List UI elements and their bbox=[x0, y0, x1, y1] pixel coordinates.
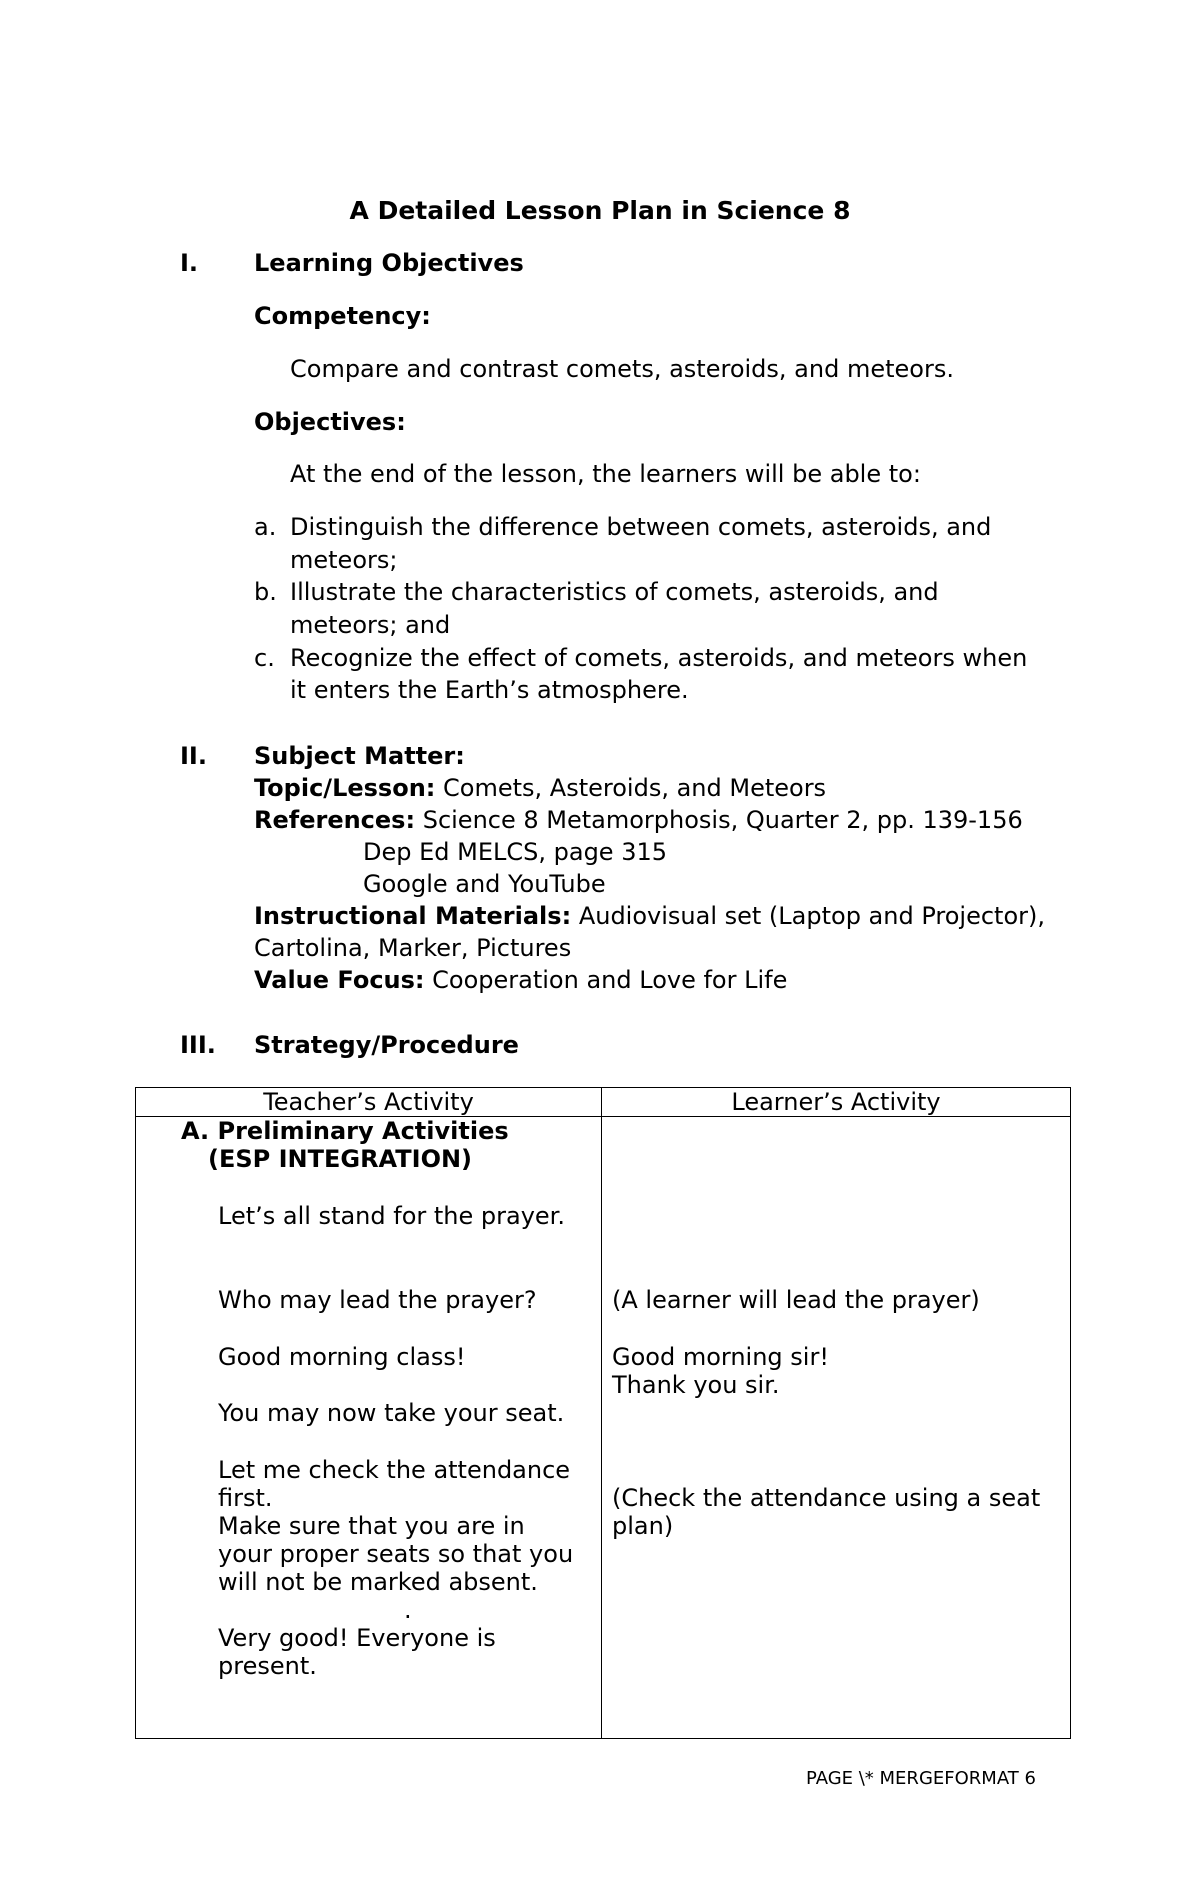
preliminary-heading: A. Preliminary Activities bbox=[181, 1117, 509, 1145]
teacher-line: your proper seats so that you bbox=[218, 1540, 574, 1568]
objective-b-marker: b. bbox=[254, 578, 277, 606]
materials-value-continued: Cartolina, Marker, Pictures bbox=[254, 934, 572, 962]
materials-value: Audiovisual set (Laptop and Projector), bbox=[578, 902, 1045, 930]
objectives-intro: At the end of the lesson, the learners will be able to: bbox=[290, 460, 921, 488]
reference-extra-2: Google and YouTube bbox=[363, 870, 606, 898]
objective-a-marker: a. bbox=[254, 513, 277, 541]
objective-c-line-2: it enters the Earth’s atmosphere. bbox=[290, 676, 689, 704]
references-value: Science 8 Metamorphosis, Quarter 2, pp. 139-156 bbox=[422, 806, 1023, 834]
value-focus-label: Value Focus: bbox=[254, 966, 425, 994]
learner-line: (Check the attendance using a seat bbox=[612, 1484, 1041, 1512]
table-row bbox=[136, 1117, 1071, 1739]
objectives-label: Objectives: bbox=[254, 408, 406, 436]
reference-extra-1: Dep Ed MELCS, page 315 bbox=[363, 838, 668, 866]
teacher-line: first. bbox=[218, 1484, 273, 1512]
procedure-table bbox=[135, 1087, 1071, 1739]
objective-b-line-1: Illustrate the characteristics of comets, asteroids, and bbox=[290, 578, 939, 606]
page-footer: PAGE \* MERGEFORMAT 6 bbox=[806, 1768, 1036, 1789]
objective-a-line-1: Distinguish the difference between comets, asteroids, and bbox=[290, 513, 992, 541]
objective-a-line-2: meteors; bbox=[290, 546, 398, 574]
teacher-line: will not be marked absent. bbox=[218, 1568, 538, 1596]
teacher-line: Who may lead the prayer? bbox=[218, 1286, 537, 1314]
teacher-line: Good morning class! bbox=[218, 1343, 466, 1371]
section-2-heading: Subject Matter: bbox=[254, 742, 465, 770]
esp-integration-heading: (ESP INTEGRATION) bbox=[208, 1145, 473, 1173]
teacher-line: You may now take your seat. bbox=[218, 1399, 565, 1427]
topic-row bbox=[254, 773, 826, 803]
references-row bbox=[254, 805, 1023, 835]
section-1-numeral: I. bbox=[180, 249, 199, 277]
references-label: References: bbox=[254, 806, 416, 834]
table-header-row bbox=[136, 1088, 1071, 1117]
objective-c-marker: c. bbox=[254, 644, 275, 672]
teacher-line: present. bbox=[218, 1652, 317, 1680]
learner-activity-cell bbox=[602, 1117, 1071, 1739]
teacher-activity-cell bbox=[136, 1117, 602, 1739]
learner-line: (A learner will lead the prayer) bbox=[612, 1286, 980, 1314]
teacher-activity-header: Teacher’s Activity bbox=[136, 1088, 602, 1117]
teacher-line: Very good! Everyone is bbox=[218, 1624, 496, 1652]
topic-label: Topic/Lesson: bbox=[254, 774, 436, 802]
topic-value: Comets, Asteroids, and Meteors bbox=[443, 774, 827, 802]
teacher-line: Let me check the attendance bbox=[218, 1456, 571, 1484]
section-3-heading: Strategy/Procedure bbox=[254, 1031, 519, 1059]
objective-c-line-1: Recognize the effect of comets, asteroids, and meteors when bbox=[290, 644, 1028, 672]
teacher-line: . bbox=[404, 1596, 412, 1624]
learner-line: Thank you sir. bbox=[612, 1371, 780, 1399]
document-title: A Detailed Lesson Plan in Science 8 bbox=[349, 196, 851, 225]
competency-text: Compare and contrast comets, asteroids, and meteors. bbox=[290, 355, 954, 383]
teacher-line: Make sure that you are in bbox=[218, 1512, 525, 1540]
learner-line: Good morning sir! bbox=[612, 1343, 829, 1371]
materials-row bbox=[254, 901, 1045, 931]
teacher-line: Let’s all stand for the prayer. bbox=[218, 1202, 565, 1230]
section-2-numeral: II. bbox=[180, 742, 207, 770]
learner-line: plan) bbox=[612, 1512, 674, 1540]
objective-b-line-2: meteors; and bbox=[290, 611, 451, 639]
section-3-numeral: III. bbox=[180, 1031, 216, 1059]
learner-activity-header: Learner’s Activity bbox=[602, 1088, 1071, 1117]
section-1-heading: Learning Objectives bbox=[254, 249, 524, 277]
materials-label: Instructional Materials: bbox=[254, 902, 572, 930]
value-focus-row bbox=[254, 965, 787, 995]
competency-label: Competency: bbox=[254, 302, 431, 330]
value-focus-value: Cooperation and Love for Life bbox=[432, 966, 788, 994]
